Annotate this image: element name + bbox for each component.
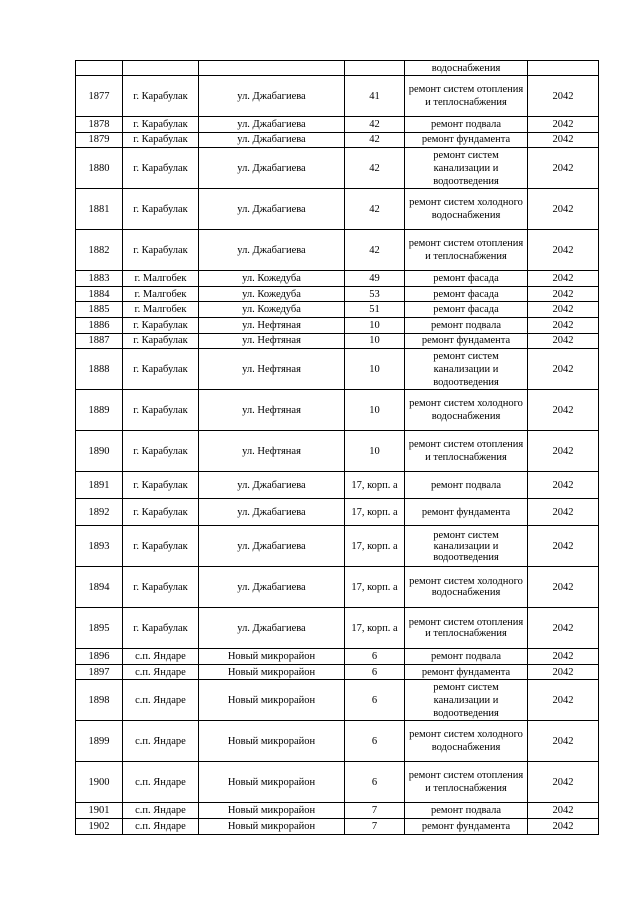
cell-number: 1879 — [76, 132, 123, 148]
cell-year: 2042 — [528, 608, 599, 649]
cell-settlement: с.п. Яндаре — [123, 762, 199, 803]
cell-settlement: г. Карабулак — [123, 117, 199, 133]
cell-street: ул. Кожедуба — [199, 286, 345, 302]
cell-number: 1877 — [76, 76, 123, 117]
cell-number: 1878 — [76, 117, 123, 133]
table-row — [76, 61, 599, 76]
cell-settlement: с.п. Яндаре — [123, 803, 199, 819]
cell-work-type: ремонт фасада — [405, 286, 528, 302]
cell-number: 1883 — [76, 271, 123, 287]
cell-year: 2042 — [528, 132, 599, 148]
table-row — [76, 286, 599, 302]
cell-work-type: ремонт систем отопления и теплоснабжения — [405, 230, 528, 271]
cell-settlement: с.п. Яндаре — [123, 680, 199, 721]
cell-house: 17, корп. а — [345, 499, 405, 526]
cell-house: 53 — [345, 286, 405, 302]
cell-settlement: с.п. Яндаре — [123, 818, 199, 834]
cell-house: 17, корп. а — [345, 526, 405, 567]
cell-street: ул. Кожедуба — [199, 271, 345, 287]
table-row — [76, 76, 599, 117]
cell-year: 2042 — [528, 472, 599, 499]
cell-number: 1881 — [76, 189, 123, 230]
cell-street: ул. Джабагиева — [199, 132, 345, 148]
cell-settlement: с.п. Яндаре — [123, 649, 199, 665]
works-table — [75, 60, 599, 835]
cell-street — [199, 61, 345, 76]
cell-settlement: г. Карабулак — [123, 472, 199, 499]
cell-number: 1896 — [76, 649, 123, 665]
cell-house: 42 — [345, 148, 405, 189]
table-row — [76, 818, 599, 834]
cell-house: 42 — [345, 189, 405, 230]
cell-work-type: ремонт фундамента — [405, 818, 528, 834]
table-row — [76, 271, 599, 287]
cell-year: 2042 — [528, 803, 599, 819]
cell-number: 1892 — [76, 499, 123, 526]
cell-settlement: г. Малгобек — [123, 286, 199, 302]
table-row — [76, 230, 599, 271]
table-row — [76, 680, 599, 721]
cell-settlement: г. Карабулак — [123, 390, 199, 431]
table-row — [76, 472, 599, 499]
cell-house: 42 — [345, 230, 405, 271]
cell-year: 2042 — [528, 762, 599, 803]
cell-work-type: ремонт систем канализации и водоотведения — [405, 680, 528, 721]
table-row — [76, 390, 599, 431]
cell-year: 2042 — [528, 117, 599, 133]
cell-settlement: г. Карабулак — [123, 317, 199, 333]
cell-year: 2042 — [528, 302, 599, 318]
cell-number: 1880 — [76, 148, 123, 189]
cell-house: 6 — [345, 721, 405, 762]
cell-work-type: ремонт фундамента — [405, 499, 528, 526]
cell-street: Новый микрорайон — [199, 649, 345, 665]
cell-settlement: г. Карабулак — [123, 431, 199, 472]
cell-work-type: ремонт систем холодного водоснабжения — [405, 189, 528, 230]
cell-number: 1888 — [76, 349, 123, 390]
cell-work-type: ремонт систем отопления и теплоснабжения — [405, 431, 528, 472]
cell-house: 49 — [345, 271, 405, 287]
cell-street: ул. Джабагиева — [199, 567, 345, 608]
cell-year: 2042 — [528, 390, 599, 431]
cell-house: 6 — [345, 649, 405, 665]
cell-year: 2042 — [528, 664, 599, 680]
table-row — [76, 431, 599, 472]
cell-number: 1902 — [76, 818, 123, 834]
cell-settlement: с.п. Яндаре — [123, 664, 199, 680]
table-row — [76, 721, 599, 762]
cell-work-type: ремонт подвала — [405, 472, 528, 499]
cell-street: ул. Нефтяная — [199, 333, 345, 349]
cell-work-type: ремонт систем холодного водоснабжения — [405, 567, 528, 608]
table-body — [76, 61, 599, 835]
table-row — [76, 664, 599, 680]
cell-number: 1884 — [76, 286, 123, 302]
cell-year: 2042 — [528, 333, 599, 349]
cell-year: 2042 — [528, 349, 599, 390]
cell-street: ул. Джабагиева — [199, 526, 345, 567]
cell-number: 1894 — [76, 567, 123, 608]
cell-year: 2042 — [528, 271, 599, 287]
cell-year: 2042 — [528, 526, 599, 567]
cell-number: 1889 — [76, 390, 123, 431]
cell-street: ул. Нефтяная — [199, 349, 345, 390]
cell-street: ул. Джабагиева — [199, 230, 345, 271]
cell-number: 1898 — [76, 680, 123, 721]
cell-settlement: г. Карабулак — [123, 567, 199, 608]
cell-settlement: г. Карабулак — [123, 349, 199, 390]
cell-work-type: ремонт систем канализации и водоотведения — [405, 349, 528, 390]
table-row — [76, 526, 599, 567]
cell-year: 2042 — [528, 499, 599, 526]
cell-year: 2042 — [528, 189, 599, 230]
cell-work-type: ремонт систем отопления и теплоснабжения — [405, 608, 528, 649]
cell-number: 1891 — [76, 472, 123, 499]
cell-number: 1886 — [76, 317, 123, 333]
table-row — [76, 803, 599, 819]
cell-number: 1887 — [76, 333, 123, 349]
cell-settlement: г. Малгобек — [123, 271, 199, 287]
cell-house — [345, 61, 405, 76]
cell-work-type: ремонт систем канализации и водоотведения — [405, 526, 528, 567]
table-row — [76, 349, 599, 390]
cell-settlement — [123, 61, 199, 76]
cell-house: 51 — [345, 302, 405, 318]
cell-street: Новый микрорайон — [199, 664, 345, 680]
cell-work-type: ремонт подвала — [405, 117, 528, 133]
cell-work-type: ремонт фасада — [405, 271, 528, 287]
cell-house: 10 — [345, 349, 405, 390]
cell-house: 10 — [345, 317, 405, 333]
table-row — [76, 132, 599, 148]
cell-work-type: ремонт подвала — [405, 649, 528, 665]
cell-year: 2042 — [528, 317, 599, 333]
cell-work-type: ремонт подвала — [405, 803, 528, 819]
cell-street: ул. Джабагиева — [199, 189, 345, 230]
cell-street: ул. Нефтяная — [199, 431, 345, 472]
cell-year: 2042 — [528, 818, 599, 834]
cell-year: 2042 — [528, 76, 599, 117]
cell-year: 2042 — [528, 286, 599, 302]
cell-work-type: водоснабжения — [405, 61, 528, 76]
table-row — [76, 499, 599, 526]
cell-settlement: г. Карабулак — [123, 148, 199, 189]
cell-house: 17, корп. а — [345, 608, 405, 649]
cell-house: 10 — [345, 390, 405, 431]
table-row — [76, 762, 599, 803]
cell-settlement: г. Карабулак — [123, 230, 199, 271]
cell-house: 10 — [345, 333, 405, 349]
cell-house: 7 — [345, 818, 405, 834]
cell-settlement: г. Малгобек — [123, 302, 199, 318]
cell-work-type: ремонт систем отопления и теплоснабжения — [405, 76, 528, 117]
cell-number: 1885 — [76, 302, 123, 318]
table-row — [76, 189, 599, 230]
cell-settlement: г. Карабулак — [123, 333, 199, 349]
cell-street: Новый микрорайон — [199, 721, 345, 762]
table-row — [76, 302, 599, 318]
cell-year: 2042 — [528, 649, 599, 665]
cell-settlement: г. Карабулак — [123, 76, 199, 117]
table-row — [76, 567, 599, 608]
cell-house: 6 — [345, 680, 405, 721]
cell-house: 42 — [345, 117, 405, 133]
cell-settlement: с.п. Яндаре — [123, 721, 199, 762]
cell-number: 1900 — [76, 762, 123, 803]
cell-settlement: г. Карабулак — [123, 608, 199, 649]
cell-number: 1893 — [76, 526, 123, 567]
cell-work-type: ремонт фасада — [405, 302, 528, 318]
cell-settlement: г. Карабулак — [123, 189, 199, 230]
cell-work-type: ремонт фундамента — [405, 132, 528, 148]
table-row — [76, 317, 599, 333]
cell-number: 1890 — [76, 431, 123, 472]
cell-street: Новый микрорайон — [199, 803, 345, 819]
cell-street: ул. Нефтяная — [199, 390, 345, 431]
cell-street: ул. Джабагиева — [199, 472, 345, 499]
cell-street: ул. Джабагиева — [199, 499, 345, 526]
cell-street: ул. Нефтяная — [199, 317, 345, 333]
cell-year: 2042 — [528, 230, 599, 271]
table-row — [76, 649, 599, 665]
table-row — [76, 333, 599, 349]
cell-year: 2042 — [528, 148, 599, 189]
cell-year: 2042 — [528, 721, 599, 762]
cell-number: 1901 — [76, 803, 123, 819]
cell-house: 41 — [345, 76, 405, 117]
cell-number: 1895 — [76, 608, 123, 649]
cell-street: ул. Джабагиева — [199, 117, 345, 133]
cell-settlement: г. Карабулак — [123, 132, 199, 148]
cell-house: 7 — [345, 803, 405, 819]
cell-house: 17, корп. а — [345, 567, 405, 608]
cell-street: Новый микрорайон — [199, 818, 345, 834]
cell-street: Новый микрорайон — [199, 762, 345, 803]
cell-house: 6 — [345, 664, 405, 680]
cell-settlement: г. Карабулак — [123, 526, 199, 567]
cell-number: 1899 — [76, 721, 123, 762]
cell-number: 1882 — [76, 230, 123, 271]
cell-house: 17, корп. а — [345, 472, 405, 499]
cell-settlement: г. Карабулак — [123, 499, 199, 526]
cell-work-type: ремонт систем холодного водоснабжения — [405, 721, 528, 762]
cell-house: 42 — [345, 132, 405, 148]
cell-house: 6 — [345, 762, 405, 803]
table-row — [76, 608, 599, 649]
cell-number: 1897 — [76, 664, 123, 680]
cell-number — [76, 61, 123, 76]
cell-year — [528, 61, 599, 76]
cell-house: 10 — [345, 431, 405, 472]
cell-street: ул. Джабагиева — [199, 608, 345, 649]
cell-work-type: ремонт систем отопления и теплоснабжения — [405, 762, 528, 803]
cell-street: Новый микрорайон — [199, 680, 345, 721]
cell-work-type: ремонт систем холодного водоснабжения — [405, 390, 528, 431]
cell-work-type: ремонт фундамента — [405, 664, 528, 680]
cell-street: ул. Кожедуба — [199, 302, 345, 318]
cell-street: ул. Джабагиева — [199, 148, 345, 189]
cell-street: ул. Джабагиева — [199, 76, 345, 117]
cell-year: 2042 — [528, 567, 599, 608]
cell-year: 2042 — [528, 680, 599, 721]
cell-work-type: ремонт систем канализации и водоотведения — [405, 148, 528, 189]
cell-work-type: ремонт фундамента — [405, 333, 528, 349]
cell-work-type: ремонт подвала — [405, 317, 528, 333]
table-row — [76, 117, 599, 133]
cell-year: 2042 — [528, 431, 599, 472]
table-row — [76, 148, 599, 189]
